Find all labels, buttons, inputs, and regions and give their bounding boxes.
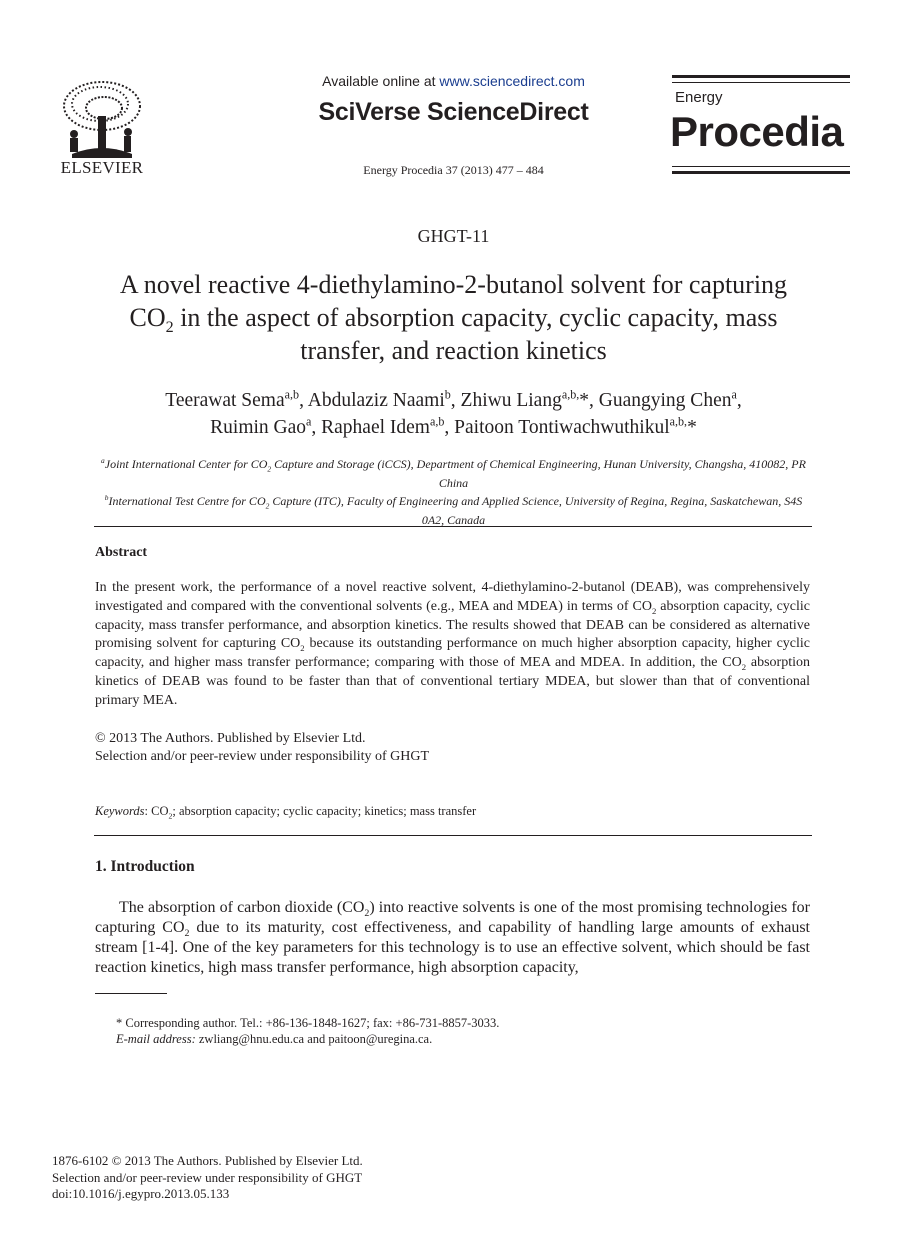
email-addresses[interactable]: zwliang@hnu.edu.ca and paitoon@uregina.ca.: [195, 1032, 433, 1046]
author[interactable]: Zhiwu Liang$^{a,b,}$*: [460, 387, 590, 411]
publisher-name: ELSEVIER: [60, 158, 144, 177]
journal-logo-rule: [672, 82, 850, 83]
author[interactable]: Abdulaziz Naami$^b$: [307, 387, 451, 411]
journal-logo-rule: [672, 166, 850, 167]
corresponding-author-footnote: * Corresponding author. Tel.: +86-136-1848-1627; fax: +86-731-8857-3033.: [116, 1016, 500, 1030]
paper-title: A novel reactive 4-diethylamino-2-butanol solvent for capturing $CO_2$ in the aspect of absorption capacity, cyclic capacity, mass transfer, and reaction kinetics: [119, 270, 788, 365]
affiliations: [95, 455, 812, 529]
journal-logo-energy: Energy: [675, 89, 723, 106]
copyright-notice: © 2013 The Authors. Published by Elsevier Ltd. Selection and/or peer-review under responsibility of GHGT: [95, 731, 430, 764]
author[interactable]: Raphael Idem$^{a,b}$: [321, 414, 445, 438]
sciencedirect-link[interactable]: www.sciencedirect.com: [439, 73, 585, 89]
abstract-heading: Abstract: [95, 545, 148, 560]
author[interactable]: Paitoon Tontiwachwuthikul$^{a,b,}$*: [454, 414, 697, 438]
footnote-rule: [95, 993, 167, 994]
journal-logo-rule: [672, 75, 850, 78]
journal-citation: Energy Procedia 37 (2013) 477 – 484: [363, 163, 544, 177]
section-divider: [94, 526, 812, 527]
section-divider: [94, 835, 812, 836]
abstract-text: In the present work, the performance of a novel reactive solvent, 4-diethylamino-2-butanol (DEAB), was comprehensively investigated and compared with the conventional solvents (e.g., MEA and MDEA) in terms of $CO_2$ absorption capacity, cyclic capacity, mass transfer performance, and absorption kinetics. The results showed that DEAB can be considered as alternative promising solvent for capturing $CO_2$ because its outstanding performance on much higher absorption capacity, higher cyclic capacity, and higher mass transfer performance; comparing with those of MEA and MDEA. In addition, the $CO_2$ absorption kinetics of DEAB was found to be faster than that of conventional tertiary MDEA, but slower than that of conventional primary MEA.: [95, 580, 810, 708]
keywords: Keywords: $CO_2$; absorption capacity; cyclic capacity; kinetics; mass transfer: [95, 804, 477, 821]
author-list: Teerawat Sema$^{a,b}$, Abdulaziz Naami$^b$, Zhiwu Liang$^{a,b,}$*, Guangying Chen$^a$, Ruimin Gao$^a$, Raphael Idem$^{a,b}$, Paitoon Tontiwachwuthikul$^{a,b,}$*: [165, 387, 742, 438]
author[interactable]: Ruimin Gao$^a$: [210, 414, 312, 438]
issn-footer: 1876-6102 © 2013 The Authors. Published by Elsevier Ltd. Selection and/or peer-review under responsibility of GHGT doi:10.1016/j.egypro.2013.05.133: [52, 1153, 363, 1201]
affiliation-a: $^a$Joint International Center for $CO_2$ Capture and Storage (iCCS), Department of Chemical Engineering, Hunan University, Changsha, 410082, PR China: [101, 456, 806, 490]
platform-name: SciVerse ScienceDirect: [318, 98, 589, 126]
introduction-text: The absorption of carbon dioxide $(CO_2)$ into reactive solvents is one of the most promising technologies for capturing $CO_2$ due to its maturity, cost effectiveness, and capability of handling large amounts of exhaust stream [1-4]. One of the key parameters for this technology is to use an effective solvent, which should be fast reaction kinetics, high mass transfer performance, high absorption capacity,: [95, 899, 810, 976]
author[interactable]: Guangying Chen$^a$: [598, 387, 737, 411]
affiliation-b: $^b$International Test Centre for $CO_2$ Capture (ITC), Faculty of Engineering and Applied Science, University of Regina, Regina, Saskatchewan, S4S 0A2, Canada: [104, 493, 803, 527]
author[interactable]: Teerawat Sema$^{a,b}$: [165, 387, 300, 411]
conference-label: GHGT-11: [417, 226, 490, 246]
section-heading-introduction: 1. Introduction: [95, 858, 195, 875]
email-footnote: E-mail address: zwliang@hnu.edu.ca and paitoon@uregina.ca.: [116, 1032, 433, 1046]
journal-logo-procedia: Procedia: [670, 108, 844, 155]
journal-logo-rule: [672, 171, 850, 174]
availability-line: Available online at www.sciencedirect.com: [322, 73, 585, 89]
doi[interactable]: doi:10.1016/j.egypro.2013.05.133: [52, 1186, 230, 1201]
